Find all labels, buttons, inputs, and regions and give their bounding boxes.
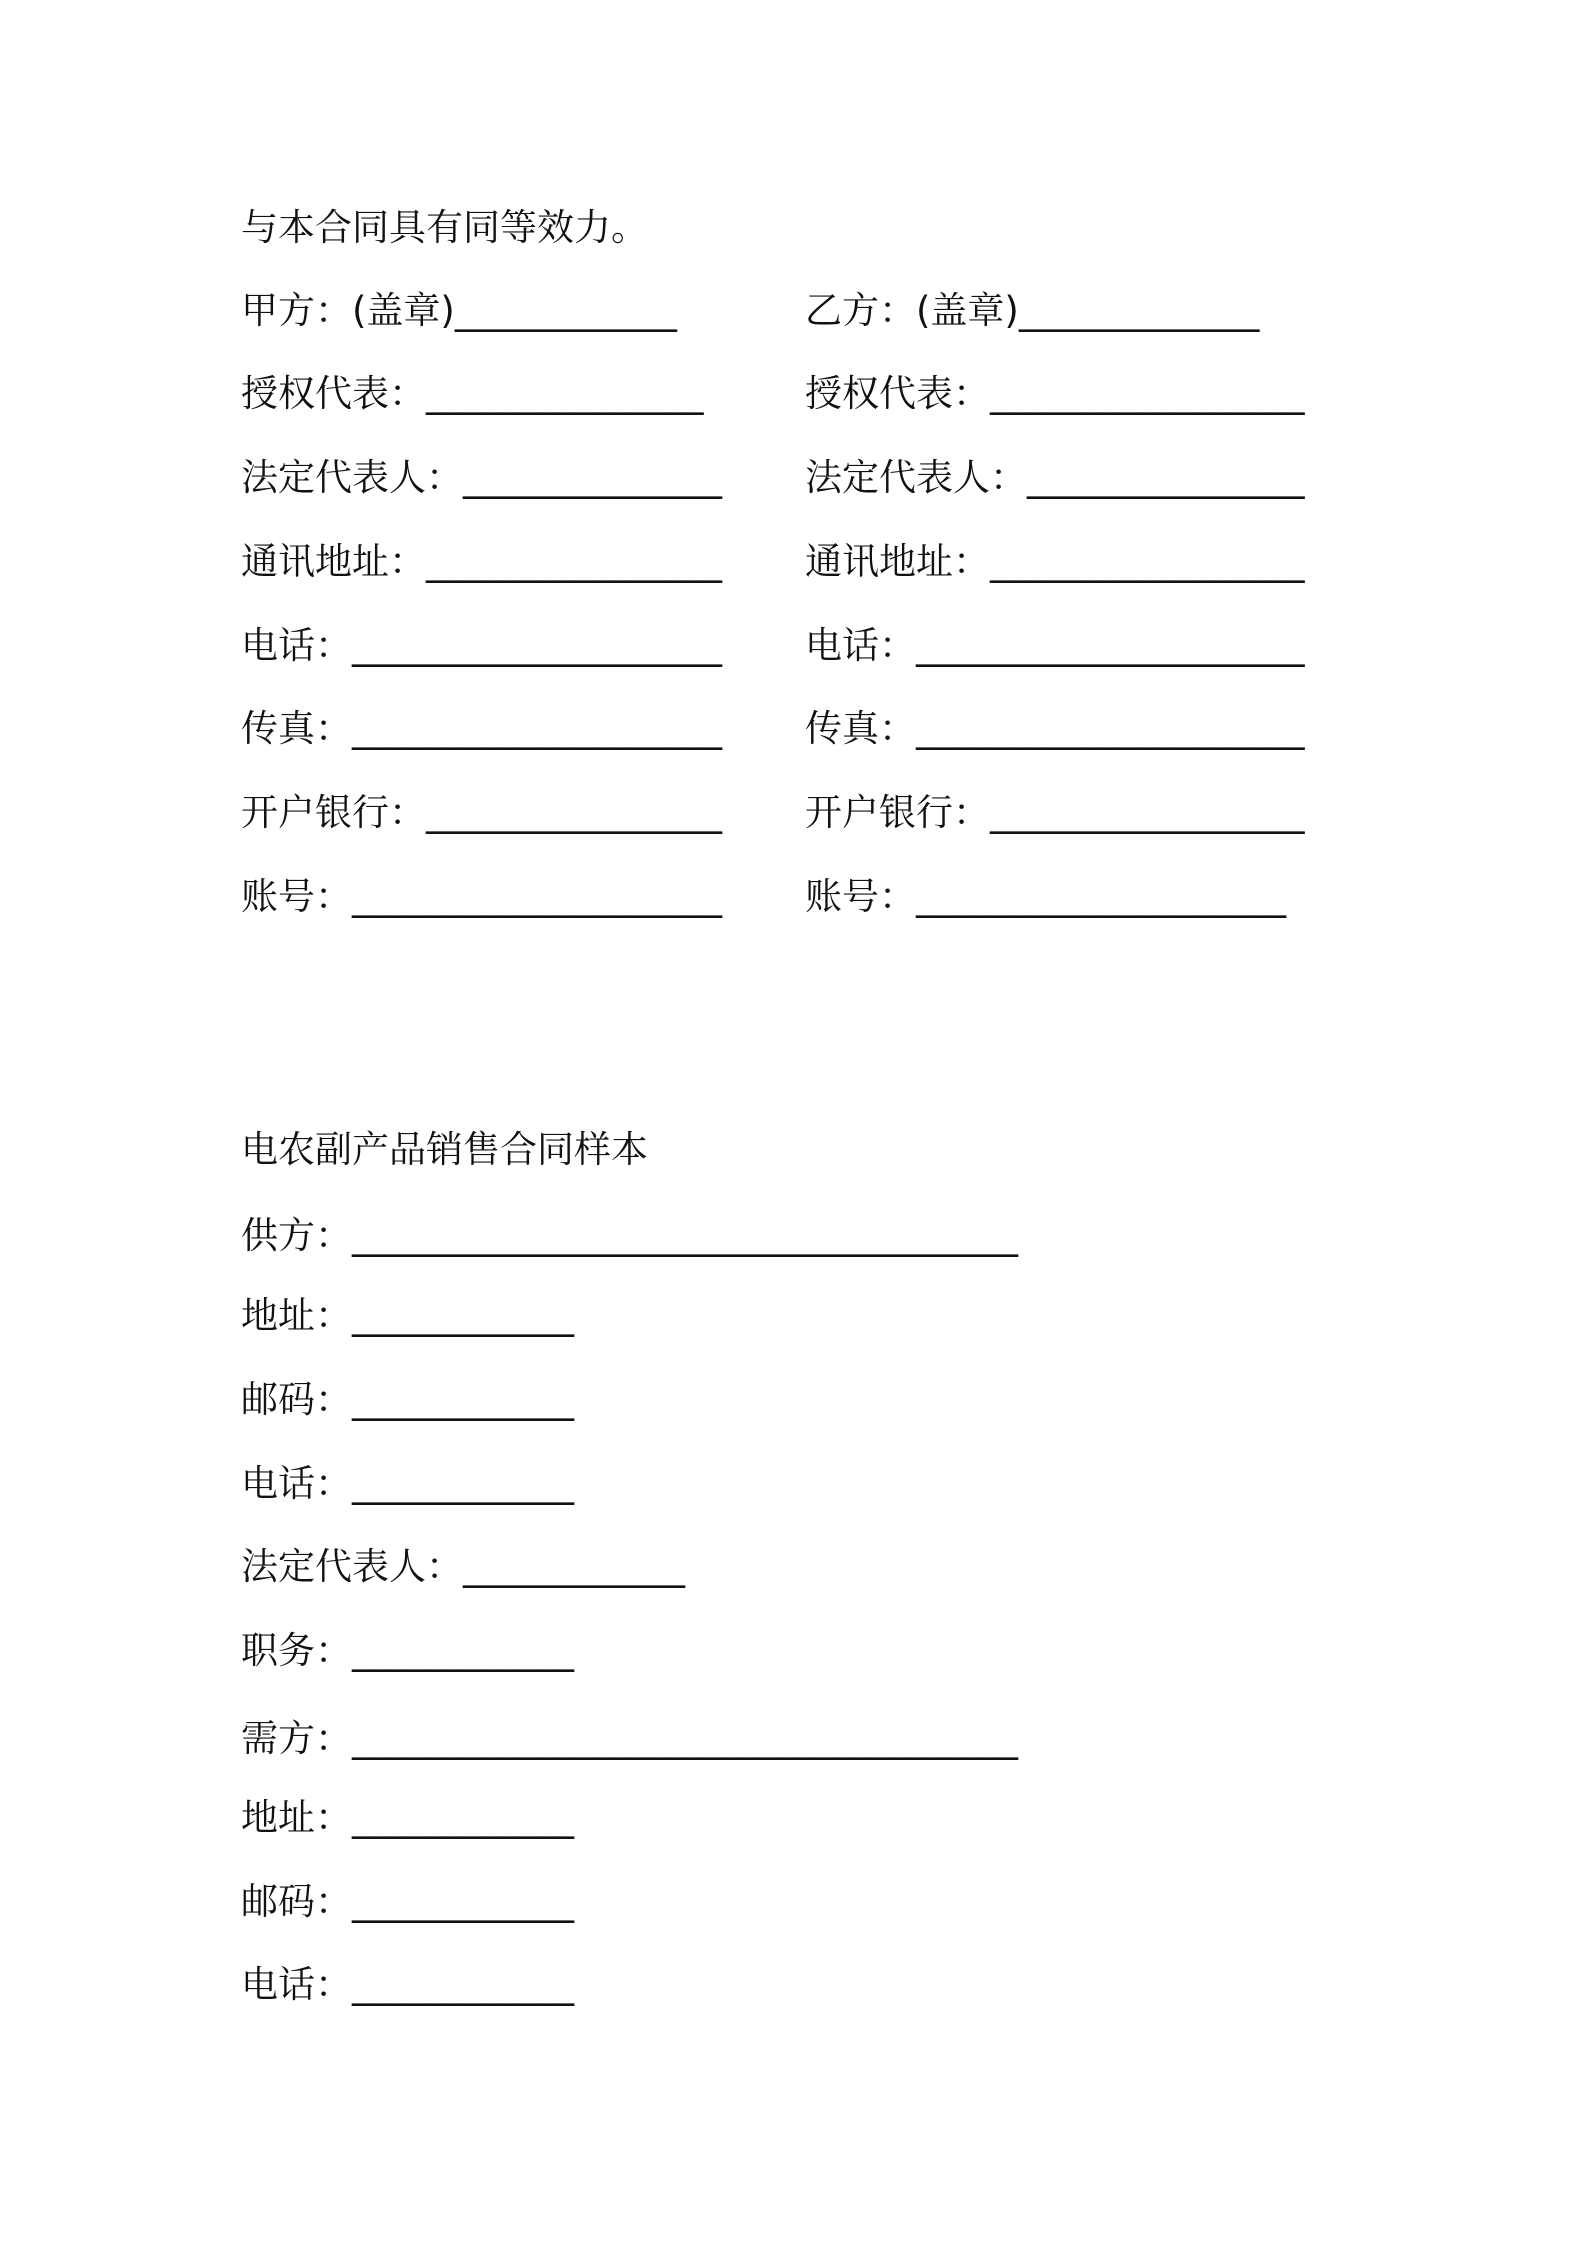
party-a-representative: 授权代表：_______________ xyxy=(241,372,704,415)
party-a-account: 账号：____________________ xyxy=(241,875,722,918)
party-a-phone: 电话：____________________ xyxy=(241,624,722,667)
supplier-postcode: 邮码：____________ xyxy=(241,1378,574,1421)
supplier-address: 地址：____________ xyxy=(241,1294,574,1337)
intro-text: 与本合同具有同等效力。 xyxy=(241,206,648,249)
party-b-representative: 授权代表：_________________ xyxy=(805,372,1305,415)
party-b-address: 通讯地址：_________________ xyxy=(805,540,1305,583)
party-a-address: 通讯地址：________________ xyxy=(241,540,722,583)
party-b-bank: 开户银行：_________________ xyxy=(805,791,1305,834)
party-a-bank: 开户银行：________________ xyxy=(241,791,722,834)
supplier-phone: 电话：____________ xyxy=(241,1462,574,1505)
buyer-postcode: 邮码：____________ xyxy=(241,1880,574,1923)
buyer-phone: 电话：____________ xyxy=(241,1963,574,2006)
party-a-legal-rep: 法定代表人：______________ xyxy=(241,456,722,499)
party-b-account: 账号：____________________ xyxy=(805,875,1286,918)
supplier-name: 供方：____________________________________ xyxy=(241,1214,1018,1257)
party-a-seal: 甲方：(盖章)____________ xyxy=(241,289,677,332)
party-b-fax: 传真：_____________________ xyxy=(805,707,1305,750)
buyer-address: 地址：____________ xyxy=(241,1796,574,1839)
party-b-legal-rep: 法定代表人：_______________ xyxy=(805,456,1305,499)
contract-title: 电农副产品销售合同样本 xyxy=(241,1128,648,1171)
supplier-position: 职务：____________ xyxy=(241,1629,574,1672)
party-b-seal: 乙方：(盖章)_____________ xyxy=(805,289,1260,332)
buyer-name: 需方：____________________________________ xyxy=(241,1717,1018,1760)
party-a-fax: 传真：____________________ xyxy=(241,707,722,750)
party-b-phone: 电话：_____________________ xyxy=(805,624,1305,667)
supplier-legal-rep: 法定代表人：____________ xyxy=(241,1545,685,1588)
